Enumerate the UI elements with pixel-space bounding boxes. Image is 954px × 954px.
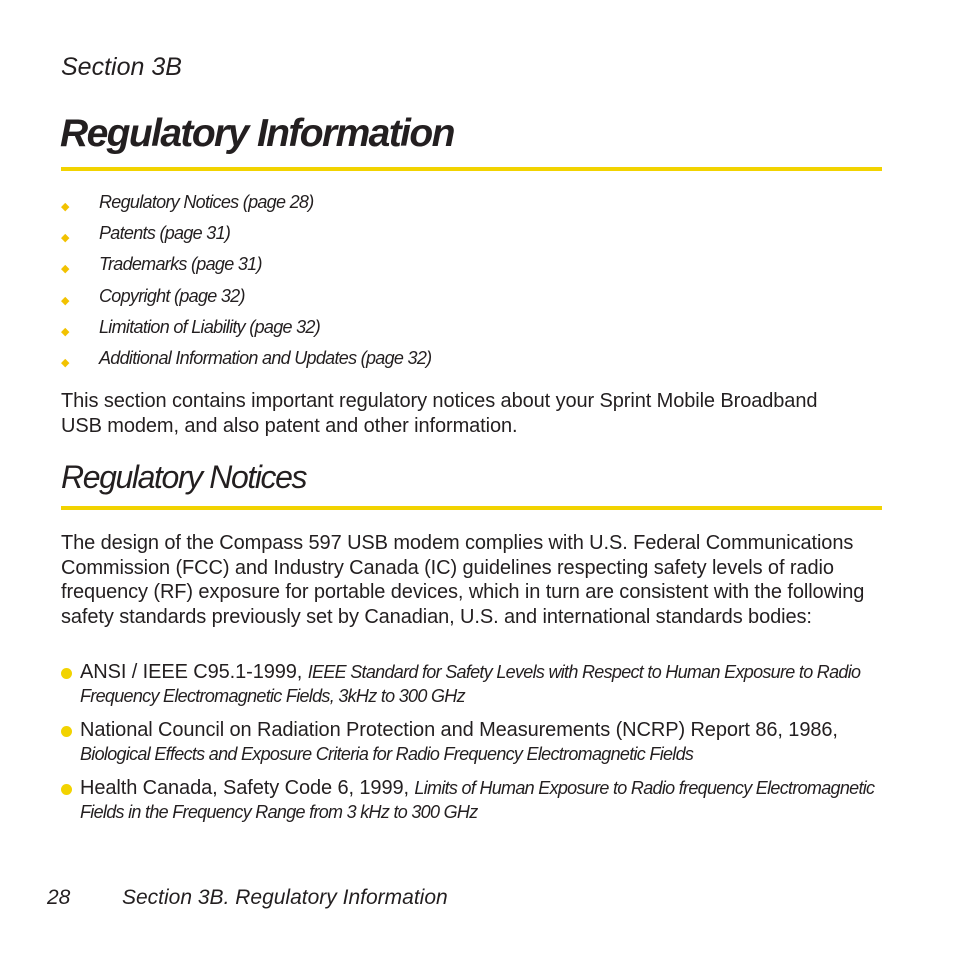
safety-standards-list bbox=[61, 660, 876, 824]
toc-item-label: Limitation of Liability (page 32) bbox=[99, 316, 321, 337]
diamond-bullet-icon: ◆ bbox=[61, 232, 70, 245]
toc-item-label: Trademarks (page 31) bbox=[99, 254, 262, 275]
diamond-bullet-icon: ◆ bbox=[61, 356, 70, 369]
dot-bullet-icon bbox=[61, 784, 72, 795]
standard-source: National Council on Radiation Protection and Measurements (NCRP) Report 86, 1986, bbox=[80, 719, 838, 741]
toc-item[interactable] bbox=[61, 318, 431, 349]
regulatory-notices-paragraph: The design of the Compass 597 USB modem complies with U.S. Federal Communications Commission (FCC) and Industry Canada (IC) guidelines respecting safety levels of radio frequency (RF) exposure for portable devices, which in turn are consistent with the following safety standards previously set by Canadian, U.S. and international standards bodies: bbox=[61, 532, 865, 628]
section-contents-list bbox=[61, 193, 431, 380]
toc-item[interactable] bbox=[61, 193, 431, 224]
page-number: 28 bbox=[47, 886, 71, 909]
heading-divider bbox=[61, 506, 882, 510]
dot-bullet-icon bbox=[61, 726, 72, 737]
footer-section-title: Section 3B. Regulatory Information bbox=[122, 886, 448, 909]
toc-item-label: Copyright (page 32) bbox=[99, 285, 245, 306]
section-label: Section 3B bbox=[61, 53, 182, 81]
dot-bullet-icon bbox=[61, 668, 72, 679]
toc-item-label: Regulatory Notices (page 28) bbox=[99, 192, 314, 212]
diamond-bullet-icon: ◆ bbox=[61, 201, 70, 213]
standard-source: Health Canada, Safety Code 6, 1999, bbox=[80, 777, 415, 799]
page-title: Regulatory Information bbox=[60, 112, 454, 155]
list-item bbox=[61, 660, 876, 708]
diamond-bullet-icon: ◆ bbox=[61, 325, 70, 338]
regulatory-notices-heading: Regulatory Notices bbox=[61, 459, 307, 495]
title-divider bbox=[61, 167, 882, 171]
toc-item[interactable] bbox=[61, 349, 431, 380]
toc-item[interactable] bbox=[61, 224, 431, 255]
standard-title: Limits of Human Exposure to Radio frequency Electromagnetic Fields in the Frequency Range from 3 kHz to 300 GHz bbox=[80, 778, 875, 822]
toc-item-label: Patents (page 31) bbox=[99, 223, 231, 244]
standard-source: ANSI / IEEE C95.1-1999, bbox=[80, 661, 308, 683]
intro-paragraph: This section contains important regulatory notices about your Sprint Mobile Broadband USB modem, and also patent and other information. bbox=[61, 390, 818, 437]
list-item bbox=[61, 718, 876, 766]
diamond-bullet-icon: ◆ bbox=[61, 294, 70, 307]
toc-item[interactable] bbox=[61, 255, 431, 286]
standard-title: Biological Effects and Exposure Criteria for Radio Frequency Electromagnetic Fields bbox=[80, 744, 694, 764]
diamond-bullet-icon: ◆ bbox=[61, 263, 70, 276]
toc-item[interactable] bbox=[61, 287, 431, 318]
standard-title: IEEE Standard for Safety Levels with Respect to Human Exposure to Radio Frequency Electromagnetic Fields, 3kHz to 300 GHz bbox=[80, 662, 861, 706]
toc-item-label: Additional Information and Updates (page 32) bbox=[99, 347, 432, 368]
list-item bbox=[61, 776, 876, 824]
